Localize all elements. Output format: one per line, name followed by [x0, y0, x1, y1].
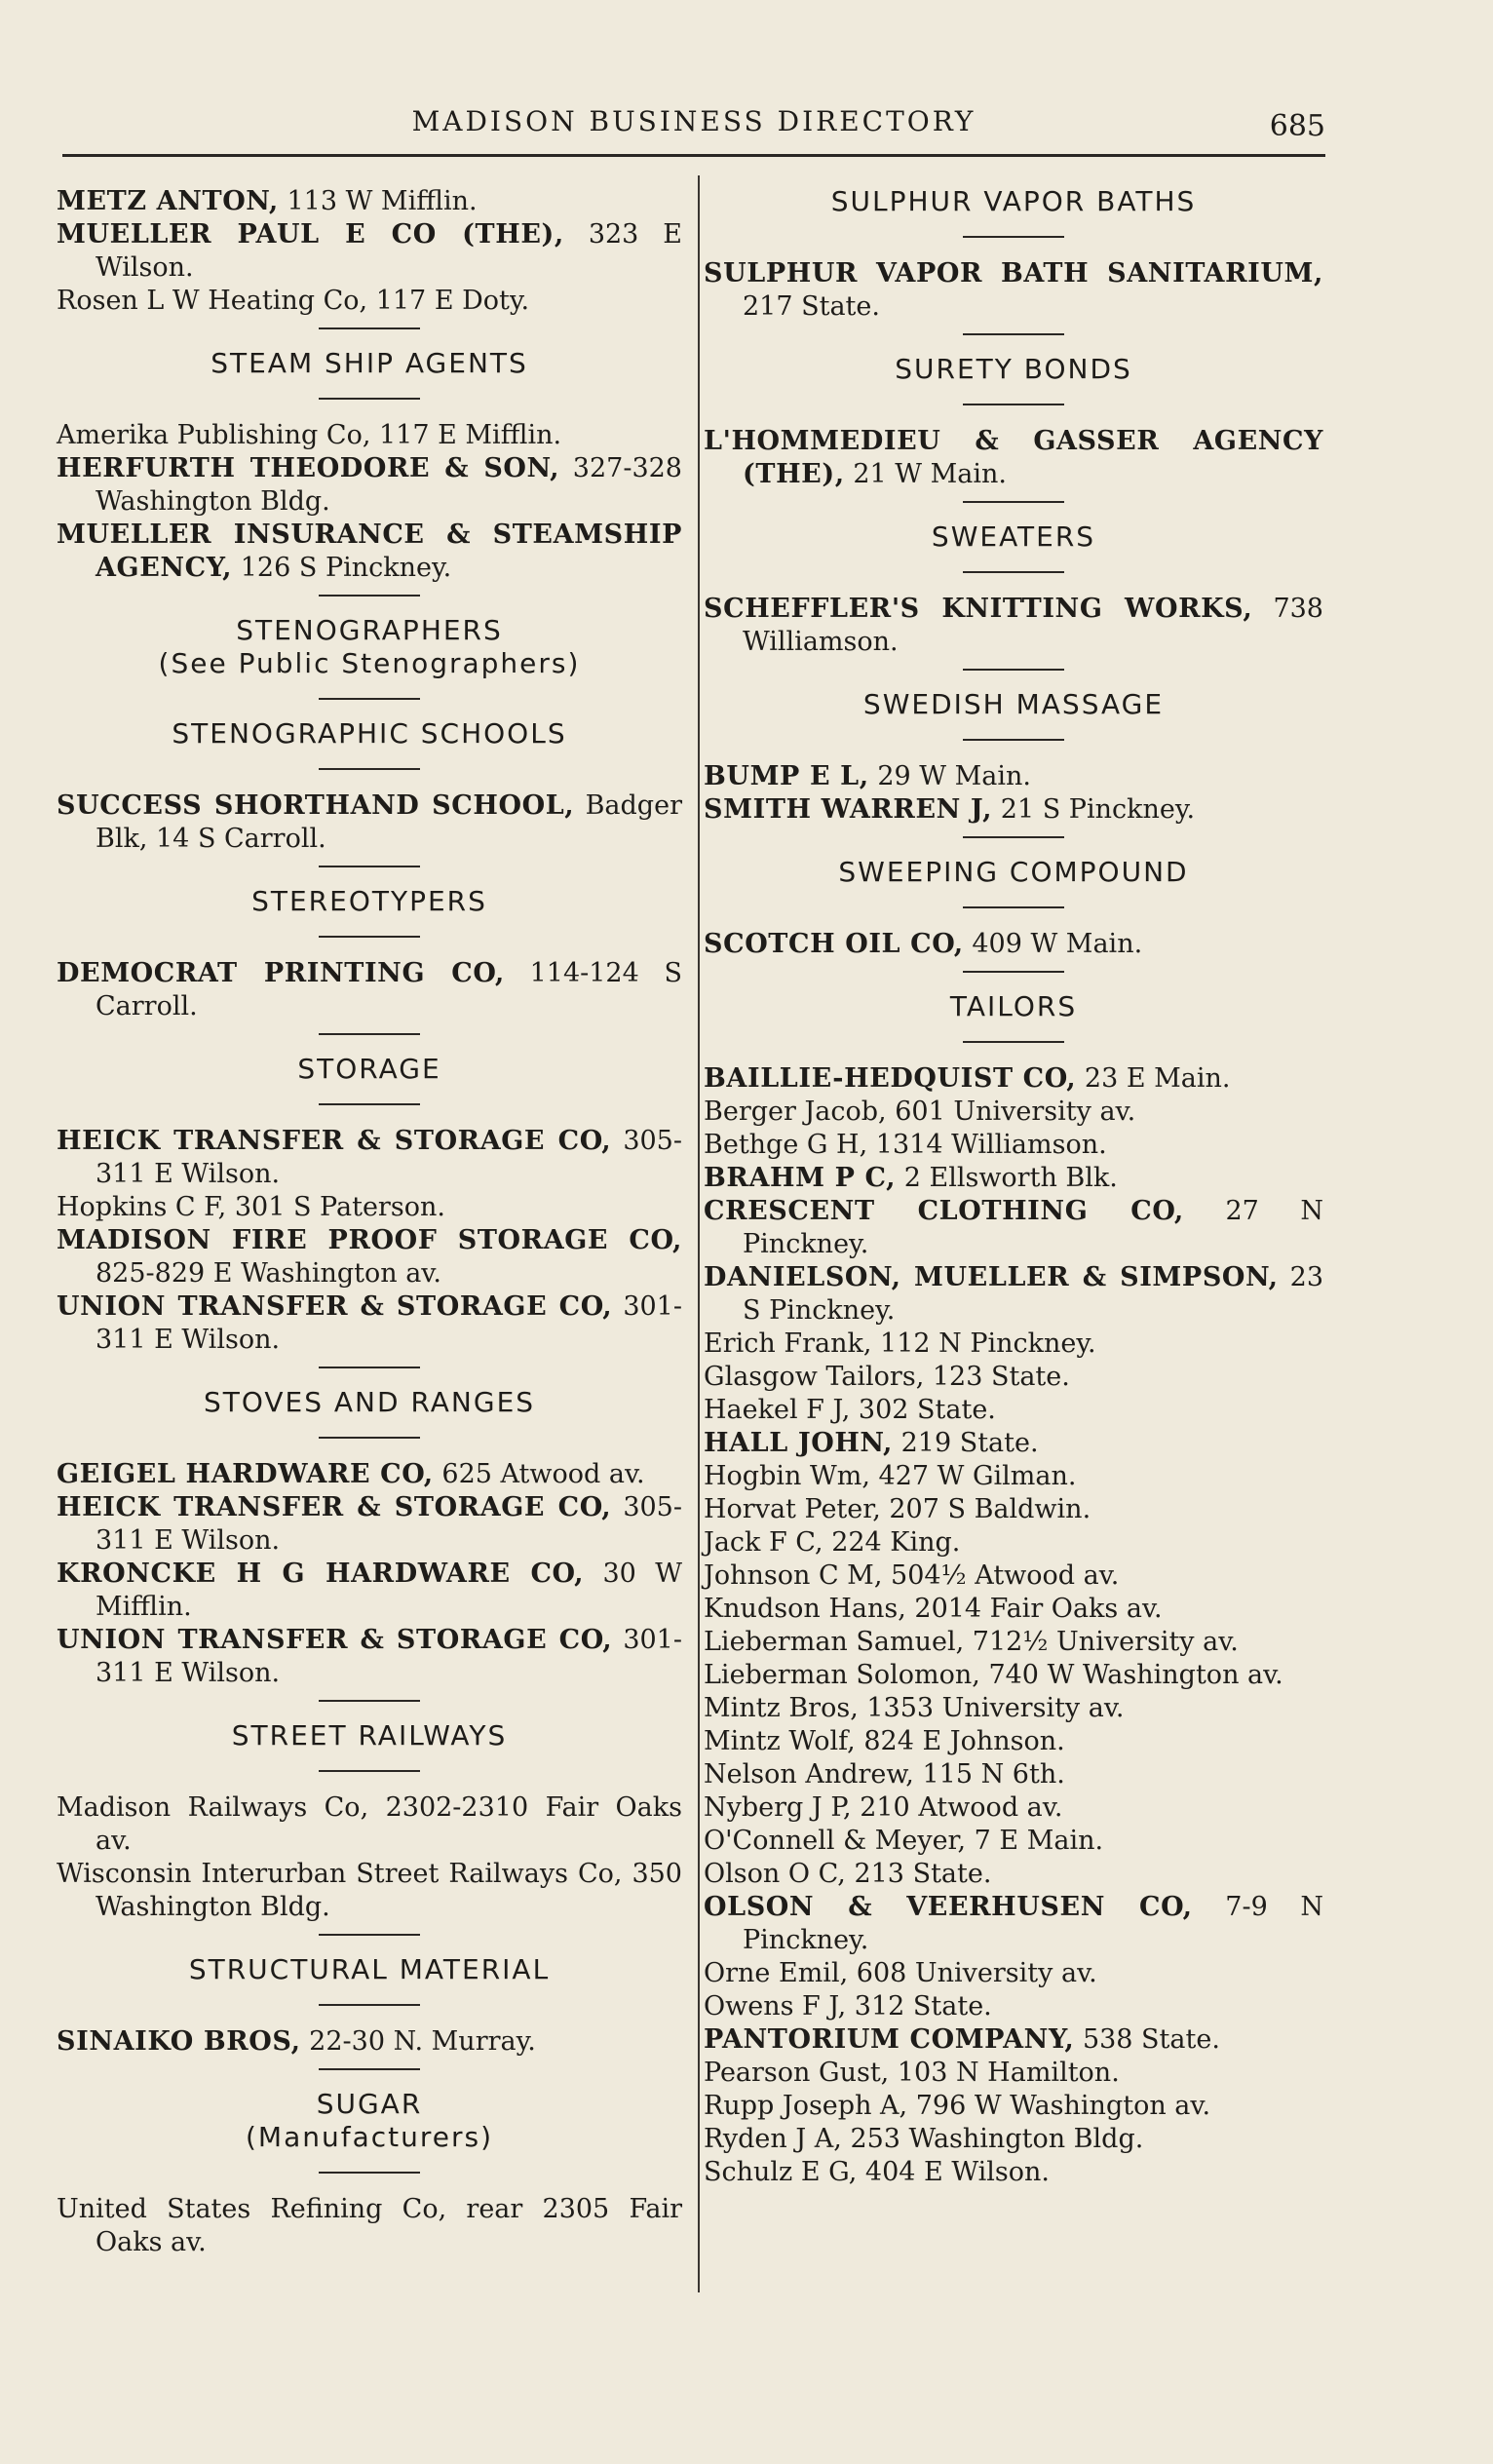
entry-name: Olson O C, [704, 1859, 846, 1889]
left-column [57, 185, 682, 2259]
entry-address: 23 S Pinckney. [743, 1262, 1323, 1326]
entry-address: 323 E Wilson. [96, 219, 682, 283]
entry-name: L'HOMMEDIEU & GASSER AGENCY (THE), [704, 426, 1323, 489]
directory-entry [704, 1559, 1323, 1593]
directory-section [704, 185, 1323, 335]
directory-entry [704, 1858, 1323, 1891]
section-subheading: (Manufacturers) [245, 2121, 493, 2153]
section-subheading: (See Public Stenographers) [158, 647, 581, 679]
section-heading [704, 353, 1323, 386]
section-rule [319, 1437, 420, 1439]
section-heading [704, 520, 1323, 554]
entry-address: 608 University av. [856, 1958, 1097, 1988]
entry-name: Haekel F J, [704, 1395, 851, 1425]
entry-name: Nelson Andrew, [704, 1759, 914, 1790]
entry-name: Pearson Gust, [704, 2058, 890, 2088]
entry-name: Horvat Peter, [704, 1494, 881, 1524]
directory-entry [57, 1791, 682, 1858]
directory-entry [704, 1526, 1323, 1559]
directory-entry [704, 1725, 1323, 1758]
entry-address: 210 Atwood av. [860, 1792, 1063, 1823]
directory-entry [57, 285, 682, 318]
entry-name: Rosen L W Heating Co, [57, 286, 368, 316]
directory-entry [704, 1891, 1323, 1957]
entry-name: HEICK TRANSFER & STORAGE CO, [57, 1492, 612, 1522]
entry-address: 427 W Gilman. [878, 1461, 1077, 1491]
entry-address: 27 N Pinckney. [743, 1196, 1323, 1259]
directory-entry [704, 1659, 1323, 1692]
entry-address: 825-829 E Washington av. [96, 1258, 441, 1289]
entry-address: 305-311 E Wilson. [96, 1492, 682, 1556]
section-separator [319, 1934, 420, 1936]
entry-address: 301-311 E Wilson. [96, 1291, 682, 1355]
section-rule [963, 906, 1064, 908]
entry-name: KRONCKE H G HARDWARE CO, [57, 1559, 585, 1589]
entry-address: 1353 University av. [866, 1693, 1125, 1723]
header-rule [62, 154, 1325, 157]
directory-entry [704, 760, 1323, 793]
directory-section [57, 1719, 682, 1936]
entry-address: 30 W Mifflin. [96, 1559, 682, 1622]
entry-name: Mintz Wolf, [704, 1726, 856, 1756]
directory-entry [704, 1261, 1323, 1328]
section-heading [57, 885, 682, 918]
entry-name: Madison Railways Co, [57, 1792, 369, 1823]
section-rule [319, 2004, 420, 2006]
section-separator [319, 327, 420, 329]
directory-entry [704, 1062, 1323, 1096]
entry-name: Orne Emil, [704, 1958, 849, 1988]
entry-name: SMITH WARREN J, [704, 794, 993, 825]
directory-section [57, 1386, 682, 1702]
entry-address: rear 2305 Fair Oaks av. [96, 2194, 682, 2257]
directory-entry [57, 1624, 682, 1690]
entry-address: 740 W Washington av. [988, 1660, 1283, 1690]
entry-name: Rupp Joseph A, [704, 2091, 908, 2121]
entry-name: Hogbin Wm, [704, 1461, 870, 1491]
entry-address: 824 E Johnson. [863, 1726, 1065, 1756]
directory-entry [57, 1290, 682, 1357]
directory-entry [57, 419, 682, 452]
entry-address: 123 State. [932, 1362, 1070, 1392]
entry-address: 301-311 E Wilson. [96, 1625, 682, 1688]
directory-entry [57, 1191, 682, 1224]
entry-name: HALL JOHN, [704, 1428, 893, 1458]
entry-address: 21 S Pinckney. [1000, 794, 1196, 825]
directory-entry [704, 1129, 1323, 1162]
directory-entry [704, 593, 1323, 659]
entry-address: 112 N Pinckney. [880, 1328, 1096, 1359]
directory-section [57, 185, 682, 329]
entry-address: 1314 Williamson. [875, 1130, 1107, 1160]
directory-entry [57, 957, 682, 1023]
entry-name: DEMOCRAT PRINTING CO, [57, 958, 505, 988]
section-rule [963, 739, 1064, 741]
entry-address: 21 W Main. [853, 459, 1007, 489]
entry-address: 327-328 Washington Bldg. [96, 453, 682, 517]
entry-address: 7 E Main. [974, 1826, 1104, 1856]
entry-name: SCOTCH OIL CO, [704, 929, 964, 959]
section-rule [963, 1041, 1064, 1043]
entry-name: DANIELSON, MUELLER & SIMPSON, [704, 1262, 1279, 1292]
entry-address: 404 E Wilson. [864, 2157, 1050, 2187]
entry-name: CRESCENT CLOTHING CO, [704, 1196, 1184, 1226]
entry-name: BUMP E L, [704, 761, 869, 791]
entry-address: 29 W Main. [877, 761, 1031, 791]
entry-name: GEIGEL HARDWARE CO, [57, 1459, 434, 1489]
directory-section [704, 688, 1323, 838]
section-rule [319, 398, 420, 400]
entry-name: HERFURTH THEODORE & SON, [57, 453, 560, 483]
section-heading-text: SWEATERS [931, 520, 1096, 553]
directory-section [57, 347, 682, 597]
directory-section [57, 1053, 682, 1368]
entry-address: 796 W Washington av. [915, 2091, 1211, 2121]
entry-address: 2014 Fair Oaks av. [914, 1594, 1163, 1624]
entry-address: 601 University av. [895, 1097, 1136, 1127]
entry-address: 7-9 N Pinckney. [743, 1892, 1323, 1955]
section-heading-text: SURETY BONDS [895, 353, 1132, 385]
section-separator [319, 595, 420, 597]
entry-address: 2 Ellsworth Blk. [903, 1163, 1118, 1193]
section-heading-text: STENOGRAPHIC SCHOOLS [172, 717, 567, 750]
directory-entry [704, 1427, 1323, 1460]
directory-entry [57, 185, 682, 218]
entry-name: BRAHM P C, [704, 1163, 897, 1193]
entry-address: 302 State. [858, 1395, 996, 1425]
section-heading [57, 717, 682, 751]
entry-address: 224 King. [831, 1527, 961, 1558]
entry-name: MUELLER PAUL E CO (THE), [57, 219, 564, 250]
entry-address: 117 E Mifflin. [379, 420, 562, 450]
directory-entry [704, 257, 1323, 324]
entry-address: 312 State. [854, 1991, 992, 2021]
directory-entry [704, 2156, 1323, 2189]
entry-name: Hopkins C F, [57, 1192, 227, 1222]
section-rule [319, 1770, 420, 1772]
section-heading-text: STREET RAILWAYS [231, 1719, 508, 1752]
section-heading [57, 347, 682, 380]
entry-name: Mintz Bros, [704, 1693, 859, 1723]
page-header [62, 105, 1325, 152]
section-heading [704, 688, 1323, 721]
directory-entry [704, 1394, 1323, 1427]
entry-address: 305-311 E Wilson. [96, 1126, 682, 1189]
entry-address: 738 Williamson. [743, 594, 1323, 657]
directory-entry [57, 1858, 682, 1924]
entry-address: 217 State. [743, 291, 880, 322]
section-separator [319, 1700, 420, 1702]
entry-address: 253 Washington Bldg. [850, 2124, 1144, 2154]
directory-section [704, 520, 1323, 671]
directory-entry [704, 928, 1323, 961]
section-separator [963, 971, 1064, 973]
section-separator [963, 669, 1064, 671]
directory-entry [57, 2025, 682, 2059]
entry-address: 625 Atwood av. [441, 1459, 645, 1489]
section-heading-text: STEAM SHIP AGENTS [211, 347, 528, 379]
entry-address: 504½ Atwood av. [891, 1560, 1120, 1591]
directory-section [57, 885, 682, 1035]
entry-name: O'Connell & Meyer, [704, 1826, 967, 1856]
entry-address: 350 Washington Bldg. [96, 1859, 682, 1922]
section-rule [319, 2172, 420, 2174]
entry-name: SUCCESS SHORTHAND SCHOOL, [57, 790, 575, 821]
section-heading-text: STRUCTURAL MATERIAL [188, 1953, 551, 1985]
entry-name: United States Refining Co, [57, 2194, 447, 2224]
entry-name: PANTORIUM COMPANY, [704, 2024, 1075, 2055]
directory-section [704, 990, 1323, 2189]
entry-name: Berger Jacob, [704, 1097, 887, 1127]
entry-name: MADISON FIRE PROOF STORAGE CO, [57, 1225, 682, 1255]
section-heading [704, 990, 1323, 1023]
entry-address: 126 S Pinckney. [240, 553, 452, 583]
entry-name: Schulz E G, [704, 2157, 858, 2187]
section-heading-text: STENOGRAPHERS [236, 614, 503, 646]
section-heading-text: SWEDISH MASSAGE [862, 688, 1165, 720]
entry-address: 207 S Baldwin. [889, 1494, 1091, 1524]
section-heading-text: TAILORS [949, 990, 1078, 1022]
directory-entry [704, 1758, 1323, 1791]
entry-address: 114-124 S Carroll. [96, 958, 682, 1021]
section-heading-text: SWEEPING COMPOUND [838, 856, 1189, 888]
entry-name: Amerika Publishing Co, [57, 420, 371, 450]
directory-entry [704, 1791, 1323, 1825]
section-rule [963, 404, 1064, 405]
running-title: MADISON BUSINESS DIRECTORY [411, 105, 976, 137]
section-separator [963, 836, 1064, 838]
section-heading-text: STEREOTYPERS [251, 885, 487, 917]
entry-name: UNION TRANSFER & STORAGE CO, [57, 1625, 613, 1655]
entry-name: Glasgow Tailors, [704, 1362, 925, 1392]
section-heading-text: SUGAR [316, 2088, 423, 2120]
entry-name: Johnson C M, [704, 1560, 883, 1591]
directory-entry [57, 1224, 682, 1290]
section-heading-text: STORAGE [297, 1053, 441, 1085]
entry-name: UNION TRANSFER & STORAGE CO, [57, 1291, 613, 1322]
section-rule [963, 236, 1064, 238]
directory-entry [704, 1096, 1323, 1129]
directory-entry [704, 1328, 1323, 1361]
directory-section [57, 1953, 682, 2070]
entry-address: 23 E Main. [1084, 1063, 1231, 1094]
entry-name: MUELLER INSURANCE & STEAMSHIP AGENCY, [57, 520, 682, 583]
entry-name: Owens F J, [704, 1991, 847, 2021]
section-rule [319, 1103, 420, 1105]
column-divider [698, 175, 700, 2292]
directory-entry [704, 1162, 1323, 1195]
section-heading [57, 1719, 682, 1752]
directory-entry [57, 519, 682, 585]
directory-entry [704, 1626, 1323, 1659]
directory-section [57, 2088, 682, 2259]
directory-entry [704, 1957, 1323, 1990]
section-heading [57, 1053, 682, 1086]
entry-address: 117 E Doty. [375, 286, 530, 316]
entry-address: 213 State. [854, 1859, 992, 1889]
entry-address: 219 State. [900, 1428, 1039, 1458]
entry-address: Badger Blk, 14 S Carroll. [96, 790, 682, 854]
entry-address: 22-30 N. Murray. [309, 2026, 536, 2057]
entry-address: 113 W Mifflin. [287, 186, 478, 216]
section-heading [704, 856, 1323, 889]
section-separator [319, 698, 420, 700]
section-heading-text: SULPHUR VAPOR BATHS [830, 185, 1197, 217]
entry-name: SINAIKO BROS, [57, 2026, 301, 2057]
entry-name: METZ ANTON, [57, 186, 279, 216]
entry-address: 2302-2310 Fair Oaks av. [96, 1792, 682, 1856]
directory-entry [704, 1990, 1323, 2023]
entry-name: Nyberg J P, [704, 1792, 852, 1823]
directory-entry [704, 793, 1323, 827]
directory-entry [704, 2057, 1323, 2090]
entry-address: 712½ University av. [972, 1627, 1239, 1657]
directory-entry [704, 1460, 1323, 1493]
section-separator [319, 1033, 420, 1035]
entry-address: 115 N 6th. [922, 1759, 1065, 1790]
entry-name: OLSON & VEERHUSEN CO, [704, 1892, 1193, 1922]
entry-name: HEICK TRANSFER & STORAGE CO, [57, 1126, 612, 1156]
directory-entry [57, 1491, 682, 1558]
directory-entry [704, 1593, 1323, 1626]
entry-address: 103 N Hamilton. [897, 2058, 1120, 2088]
directory-entry [57, 1558, 682, 1624]
section-separator [319, 1367, 420, 1368]
section-rule [319, 936, 420, 938]
directory-entry [704, 1361, 1323, 1394]
directory-entry [704, 1195, 1323, 1261]
entry-name: SCHEFFLER'S KNITTING WORKS, [704, 594, 1253, 624]
directory-entry [704, 1825, 1323, 1858]
section-separator [319, 866, 420, 867]
entry-name: Lieberman Solomon, [704, 1660, 980, 1690]
section-separator [319, 2068, 420, 2070]
directory-entry [57, 1125, 682, 1191]
directory-entry [57, 789, 682, 856]
section-heading [704, 185, 1323, 218]
directory-entry [704, 2090, 1323, 2123]
directory-section [57, 614, 682, 700]
section-heading [57, 614, 682, 680]
entry-address: 409 W Main. [972, 929, 1143, 959]
right-column [704, 185, 1323, 2189]
section-heading [57, 2088, 682, 2154]
section-rule [319, 768, 420, 770]
section-separator [963, 501, 1064, 503]
entry-name: Ryden J A, [704, 2124, 842, 2154]
directory-entry [57, 452, 682, 519]
entry-address: 301 S Paterson. [234, 1192, 445, 1222]
directory-entry [704, 1493, 1323, 1526]
section-heading [57, 1953, 682, 1986]
page-number: 685 [1269, 109, 1325, 143]
entry-name: Knudson Hans, [704, 1594, 906, 1624]
entry-name: Lieberman Samuel, [704, 1627, 965, 1657]
directory-entry [57, 218, 682, 285]
section-rule [963, 571, 1064, 573]
directory-entry [704, 2123, 1323, 2156]
directory-entry [704, 425, 1323, 491]
section-separator [963, 333, 1064, 335]
directory-entry [704, 2023, 1323, 2057]
directory-entry [57, 1458, 682, 1491]
directory-entry [704, 1692, 1323, 1725]
entry-name: Jack F C, [704, 1527, 823, 1558]
section-heading [57, 1386, 682, 1419]
directory-section [704, 856, 1323, 973]
section-heading-text: STOVES AND RANGES [203, 1386, 536, 1418]
entry-name: Wisconsin Interurban Street Railways Co, [57, 1859, 623, 1889]
directory-entry [57, 2193, 682, 2259]
directory-section [704, 353, 1323, 503]
entry-name: SULPHUR VAPOR BATH SANITARIUM, [704, 258, 1323, 289]
entry-name: BAILLIE-HEDQUIST CO, [704, 1063, 1077, 1094]
entry-name: Bethge G H, [704, 1130, 868, 1160]
directory-section [57, 717, 682, 867]
entry-address: 538 State. [1082, 2024, 1220, 2055]
entry-name: Erich Frank, [704, 1328, 872, 1359]
